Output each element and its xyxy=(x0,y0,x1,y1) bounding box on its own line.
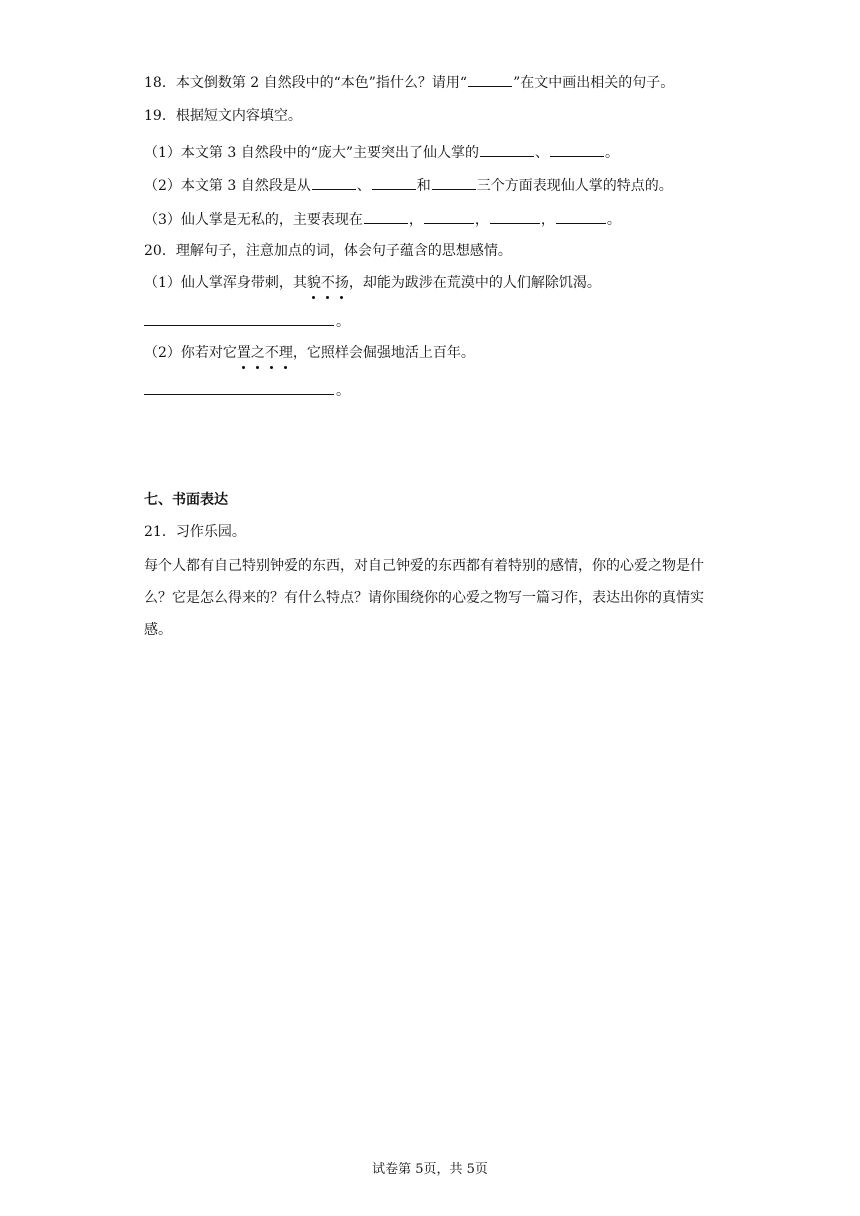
q19-2-text: （2）本文第 3 自然段是从 xyxy=(144,178,311,194)
q20-2-text-post: ，它照样会倔强地活上百年。 xyxy=(292,345,475,361)
q19-1-sep: 、 xyxy=(535,145,550,161)
q19-1-blank-a[interactable] xyxy=(480,142,534,157)
question-19-part-2 xyxy=(144,175,673,196)
q20-2-emph-char-2: 之 xyxy=(250,345,265,361)
q19-2-sep1: 、 xyxy=(356,178,371,194)
q20-2-emph-char-3: 不 xyxy=(264,345,279,361)
q19-3-blank-c[interactable] xyxy=(490,209,540,224)
q19-3-sep-c: ， xyxy=(540,212,555,228)
q20-2-period: 。 xyxy=(336,383,350,399)
question-19-stem: 19．根据短文内容填空。 xyxy=(144,108,302,124)
q19-2-post: 三个方面表现仙人掌的特点的。 xyxy=(476,178,673,194)
q19-1-text: （1）本文第 3 自然段中的“庞大”主要突出了仙人掌的 xyxy=(144,145,480,161)
q19-3-blank-a[interactable] xyxy=(364,209,408,224)
q19-1-blank-b[interactable] xyxy=(550,142,604,157)
q19-3-blank-b[interactable] xyxy=(424,209,474,224)
question-20-part-1 xyxy=(144,273,601,293)
q20-1-emph-char-2: 不 xyxy=(320,275,335,291)
question-18-underline-sample xyxy=(468,72,512,87)
q20-2-answer-line[interactable] xyxy=(144,394,334,395)
q20-2-emph-char-1: 置 xyxy=(236,345,251,361)
q20-1-emph-char-1: 貌 xyxy=(306,275,321,291)
q20-2-emph-char-4: 理 xyxy=(278,345,293,361)
q19-3-blank-d[interactable] xyxy=(556,209,606,224)
question-20-part-2 xyxy=(144,343,475,363)
q20-1-emph-char-3: 扬 xyxy=(334,275,349,291)
q20-1-text-post: ，却能为跋涉在荒漠中的人们解除饥渴。 xyxy=(348,275,601,291)
q19-2-blank-a[interactable] xyxy=(312,175,356,190)
question-21-body: 每个人都有自己特别钟爱的东西，对自己钟爱的东西都有着特别的感情，你的心爱之物是什么？它是怎么得来的？有什么特点？请你围绕你的心爱之物写一篇习作，表达出你的真情实感。 xyxy=(144,558,704,638)
question-21-stem: 21．习作乐园。 xyxy=(144,524,246,540)
question-19-part-1 xyxy=(144,142,619,163)
section-7-title: 七、书面表达 xyxy=(144,492,228,508)
q20-1-text-pre: （1）仙人掌浑身带刺，其 xyxy=(144,275,307,291)
q20-2-text-pre: （2）你若对它 xyxy=(144,345,237,361)
q19-3-text: （3）仙人掌是无私的，主要表现在 xyxy=(144,212,363,228)
q19-2-blank-b[interactable] xyxy=(372,175,416,190)
question-18-text-post: ”在文中画出相关的句子。 xyxy=(513,75,675,91)
q19-2-sep2: 和 xyxy=(416,178,431,194)
q19-3-sep-a: ， xyxy=(408,212,423,228)
q19-1-end: 。 xyxy=(605,145,620,161)
q20-1-period: 。 xyxy=(336,314,350,330)
q19-3-end: 。 xyxy=(606,212,621,228)
q20-1-answer-line[interactable] xyxy=(144,325,334,326)
q19-2-blank-c[interactable] xyxy=(432,175,476,190)
question-18-text-pre: 18．本文倒数第 2 自然段中的“本色”指什么？请用“ xyxy=(144,75,468,91)
question-18 xyxy=(144,72,674,93)
question-19-part-3 xyxy=(144,209,621,230)
question-20-stem: 20．理解句子，注意加点的词，体会句子蕴含的思想感情。 xyxy=(144,243,512,259)
q19-3-sep-b: ， xyxy=(474,212,489,228)
page-footer: 试卷第 5页，共 5页 xyxy=(372,1162,488,1177)
